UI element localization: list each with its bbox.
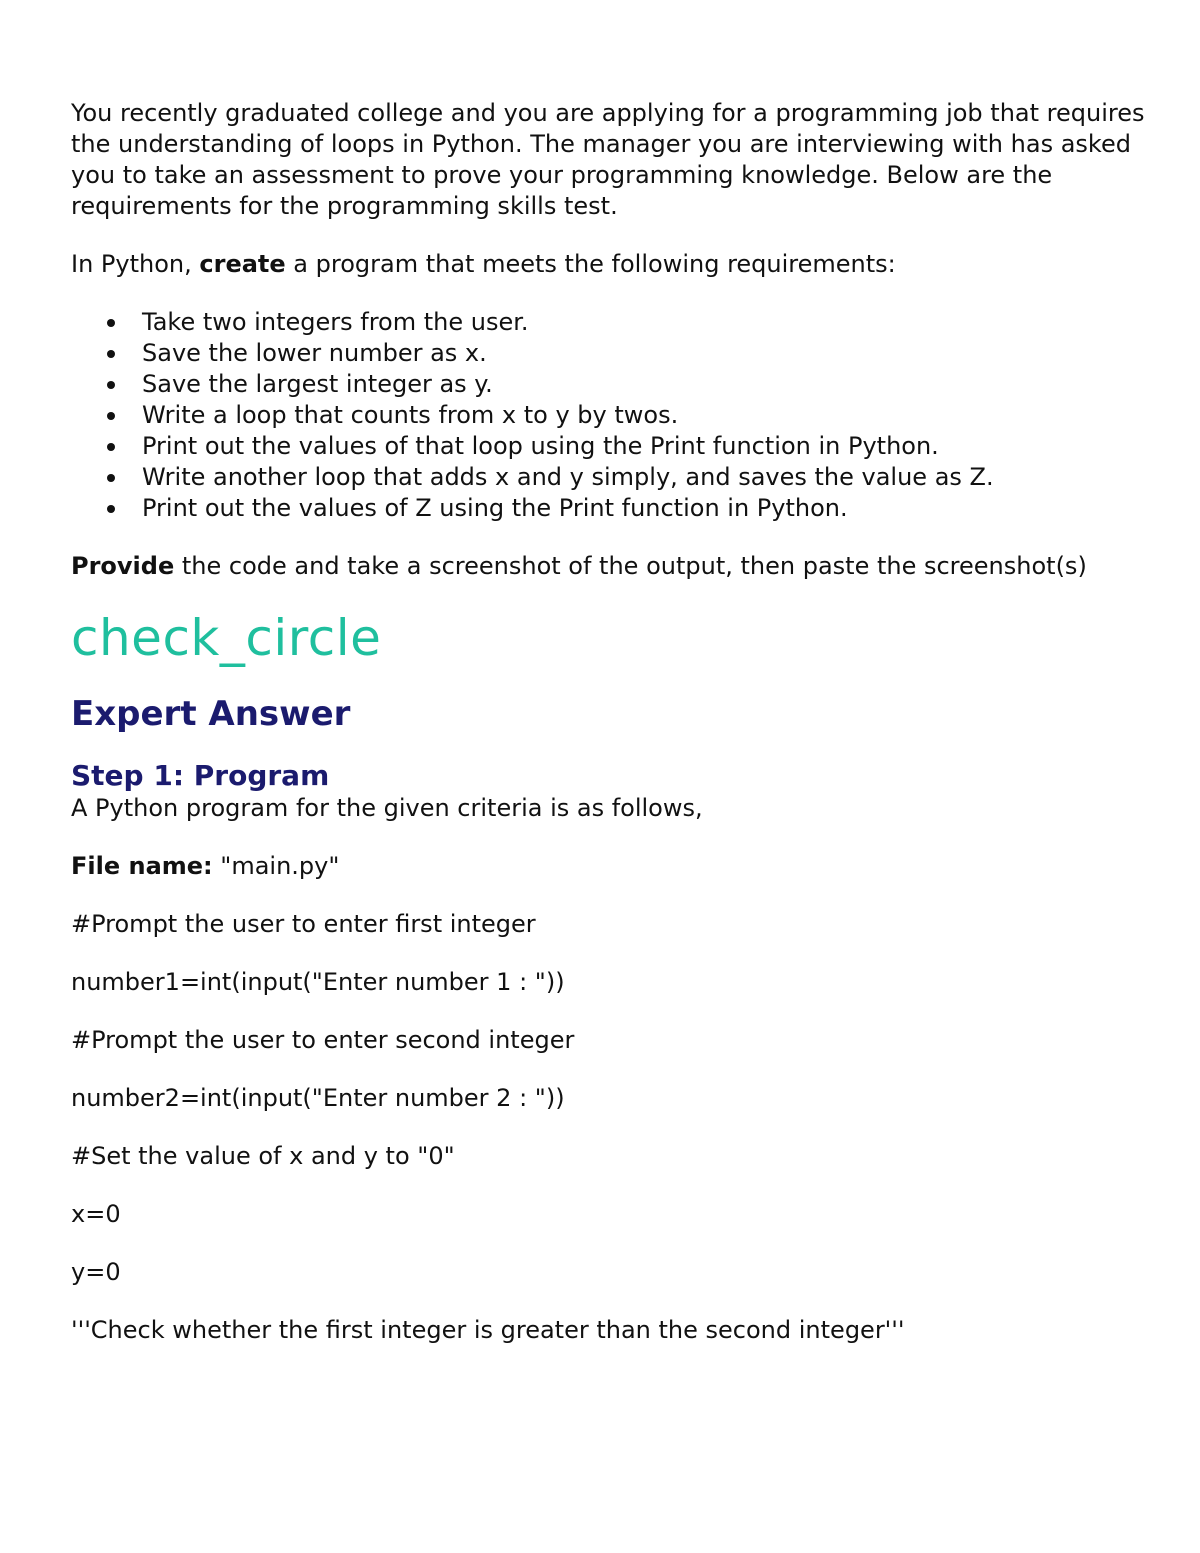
requirement-item: Print out the values of that loop using the Print function in Python.	[142, 431, 1151, 462]
provide-instruction	[71, 551, 1151, 582]
code-line: y=0	[71, 1258, 121, 1286]
provide-bold-word: Provide	[71, 552, 175, 580]
requirement-item: Write a loop that counts from x to y by twos.	[142, 400, 1151, 431]
requirements-list	[71, 307, 1151, 524]
requirement-item: Save the lower number as x.	[142, 338, 1151, 369]
code-line: #Set the value of x and y to "0"	[71, 1142, 455, 1170]
question-intro: You recently graduated college and you are applying for a programming job that requires the understanding of loops in Python. The manager you are interviewing with has asked you to take an assessment to prove your programming knowledge. Below are the requirements for the programming skills test.	[71, 99, 1145, 220]
expert-answer-heading: Expert Answer	[71, 694, 351, 734]
requirement-item: Print out the values of Z using the Print function in Python.	[142, 493, 1151, 524]
step-description: A Python program for the given criteria is as follows,	[71, 794, 703, 822]
requirement-item: Write another loop that adds x and y simply, and saves the value as Z.	[142, 462, 1151, 493]
code-line: #Prompt the user to enter second integer	[71, 1026, 575, 1054]
requirements-lead	[71, 249, 1151, 280]
check-circle-icon: check_circle	[71, 609, 382, 667]
file-name-value: "main.py"	[212, 852, 340, 880]
step-heading: Step 1: Program	[71, 759, 330, 792]
requirement-item: Take two integers from the user.	[142, 307, 1151, 338]
code-line: number1=int(input("Enter number 1 : "))	[71, 968, 565, 996]
file-name-line	[71, 851, 1151, 882]
document-page	[71, 98, 1151, 1373]
code-line: #Prompt the user to enter first integer	[71, 910, 536, 938]
code-line: number2=int(input("Enter number 2 : "))	[71, 1084, 565, 1112]
file-name-label: File name:	[71, 852, 213, 880]
requirements-prefix: In Python,	[71, 250, 200, 278]
code-line: x=0	[71, 1200, 121, 1228]
provide-rest: the code and take a screenshot of the output, then paste the screenshot(s)	[174, 552, 1087, 580]
requirements-bold-word: create	[199, 250, 286, 278]
code-line: '''Check whether the first integer is greater than the second integer'''	[71, 1316, 905, 1344]
requirements-suffix: a program that meets the following requirements:	[285, 250, 896, 278]
requirement-item: Save the largest integer as y.	[142, 369, 1151, 400]
